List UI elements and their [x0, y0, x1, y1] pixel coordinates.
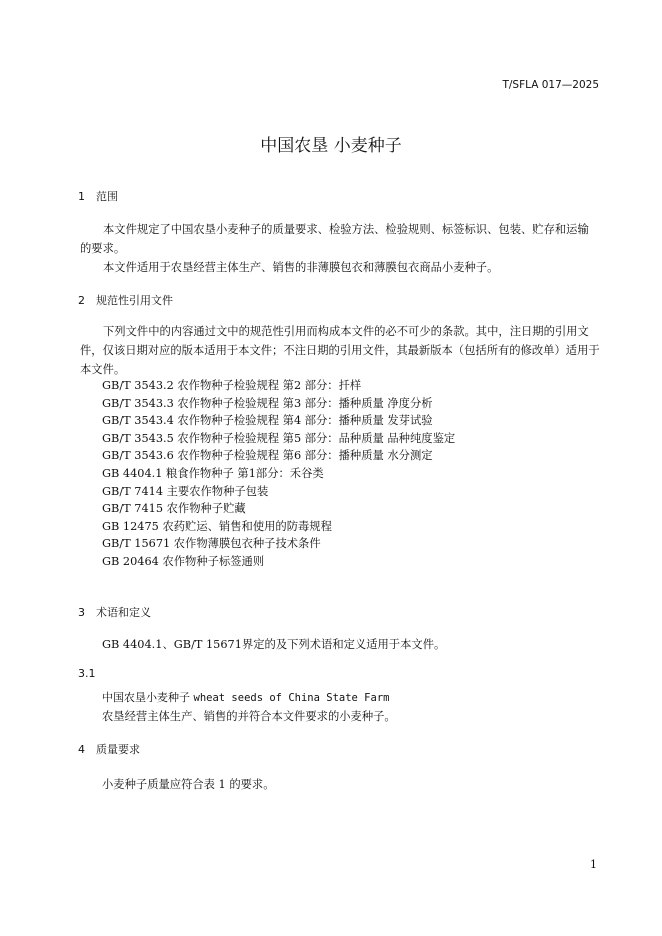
reference-item: GB/T 7415 农作物种子贮藏 — [102, 502, 246, 516]
term-definition: 农垦经营主体生产、销售的并符合本文件要求的小麦种子。 — [102, 710, 396, 723]
subsection-number: 3.1 — [78, 667, 96, 680]
section-4-body: 小麦种子质量应符合表 1 的要求。 — [102, 778, 275, 791]
section-3-intro: GB 4404.1、GB/T 15671界定的及下列术语和定义适用于本文件。 — [102, 638, 446, 651]
section-number: 3 — [78, 606, 85, 619]
document-title: 中国农垦 小麦种子 — [260, 136, 402, 156]
section-number: 1 — [78, 190, 85, 203]
section-title: 质量要求 — [96, 743, 140, 756]
reference-item: GB/T 15671 农作物薄膜包衣种子技术条件 — [102, 537, 321, 551]
paragraph: 本文件规定了中国农垦小麦种子的质量要求、检验方法、检验规则、标签标识、包装、贮存和运输的要求。 — [80, 223, 589, 255]
section-3-heading — [78, 604, 151, 620]
section-title: 术语和定义 — [96, 606, 151, 619]
reference-list — [102, 377, 455, 571]
section-number: 2 — [78, 294, 85, 307]
section-number: 4 — [78, 743, 85, 756]
document-code: T/SFLA 017—2025 — [502, 79, 599, 91]
term-heading — [102, 689, 389, 705]
paragraph: 本文件适用于农垦经营主体生产、销售的非薄膜包衣和薄膜包衣商品小麦种子。 — [103, 261, 499, 274]
reference-item: GB/T 3543.4 农作物种子检验规程 第4 部分：播种质量 发芽试验 — [102, 414, 433, 428]
section-4-heading — [78, 741, 140, 757]
reference-item: GB/T 3543.5 农作物种子检验规程 第5 部分：品种质量 品种纯度鉴定 — [102, 431, 456, 445]
reference-item: GB 4404.1 粮食作物种子 第1部分：禾谷类 — [102, 466, 324, 480]
reference-item: GB 12475 农药贮运、销售和使用的防毒规程 — [102, 519, 332, 533]
section-2-intro — [80, 322, 600, 379]
term-chinese: 中国农垦小麦种子 — [102, 691, 190, 704]
section-2-heading — [78, 292, 173, 308]
paragraph: 下列文件中的内容通过文中的规范性引用而构成本文件的必不可少的条款。其中，注日期的引用文件，仅该日期对应的版本适用于本文件；不注日期的引用文件，其最新版本（包括所有的修改单）适用于本文件。 — [80, 325, 600, 376]
reference-item: GB/T 3543.2 农作物种子检验规程 第2 部分：扦样 — [102, 379, 362, 392]
section-1-body — [80, 220, 600, 277]
reference-item: GB/T 3543.3 农作物种子检验规程 第3 部分：播种质量 净度分析 — [102, 396, 433, 410]
page-number: 1 — [590, 858, 597, 871]
section-1-heading — [78, 188, 118, 204]
reference-item: GB 20464 农作物种子标签通则 — [102, 554, 265, 568]
section-title: 规范性引用文件 — [96, 294, 173, 307]
section-title: 范围 — [96, 190, 118, 203]
reference-item: GB/T 7414 主要农作物种子包装 — [102, 484, 269, 498]
term-english: wheat seeds of China State Farm — [193, 692, 390, 704]
reference-item: GB/T 3543.6 农作物种子检验规程 第6 部分：播种质量 水分测定 — [102, 449, 433, 463]
